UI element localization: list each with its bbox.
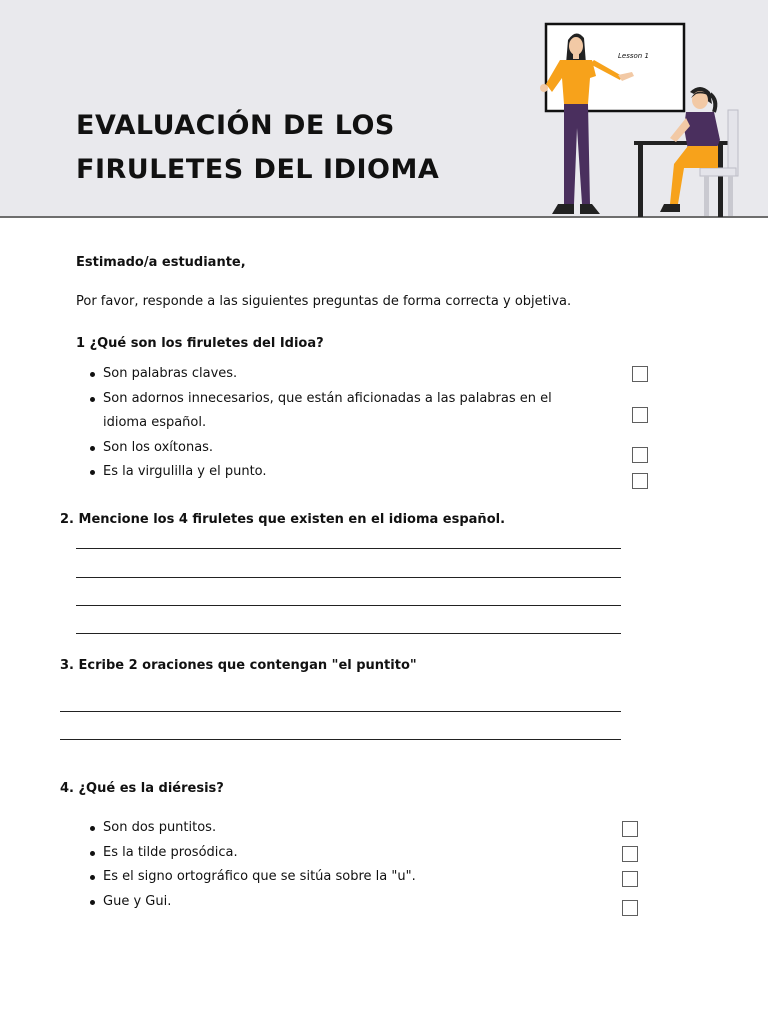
greeting: Estimado/a estudiante,	[76, 255, 246, 270]
whiteboard-text: Lesson 1	[618, 52, 649, 60]
q4-option-4-checkbox[interactable]	[622, 900, 638, 916]
question-4: 4. ¿Qué es la diéresis?	[60, 781, 224, 796]
answer-line[interactable]	[60, 739, 621, 740]
question-4-options	[90, 816, 570, 914]
list-item: Es el signo ortográfico que se sitúa sobre la "u".	[90, 865, 570, 890]
answer-line[interactable]	[76, 633, 621, 634]
list-item: Gue y Gui.	[90, 890, 570, 915]
q1-option-4-checkbox[interactable]	[632, 473, 648, 489]
q4-option-1-checkbox[interactable]	[622, 821, 638, 837]
q1-option-3-checkbox[interactable]	[632, 447, 648, 463]
answer-line[interactable]	[60, 711, 621, 712]
q4-option-3-checkbox[interactable]	[622, 871, 638, 887]
list-item: Son dos puntitos.	[90, 816, 570, 841]
list-item: Es la virgulilla y el punto.	[90, 460, 570, 485]
question-1-options	[90, 362, 570, 485]
instructions: Por favor, responde a las siguientes preguntas de forma correcta y objetiva.	[76, 294, 572, 309]
q1-option-2-checkbox[interactable]	[632, 407, 648, 423]
classroom-illustration	[530, 18, 760, 218]
question-1: 1 ¿Qué son los firuletes del Idioa?	[76, 336, 324, 351]
list-item: Son palabras claves.	[90, 362, 570, 387]
page-title: EVALUACIÓN DE LOS FIRULETES DEL IDIOMA	[76, 110, 440, 185]
answer-line[interactable]	[76, 605, 621, 606]
question-2: 2. Mencione los 4 firuletes que existen en el idioma español.	[60, 512, 506, 527]
list-item: Es la tilde prosódica.	[90, 841, 570, 866]
list-item: Son adornos innecesarios, que están aficionadas a las palabras en el idioma español.	[90, 387, 570, 436]
list-item: Son los oxítonas.	[90, 436, 570, 461]
header-banner	[0, 0, 768, 218]
answer-line[interactable]	[76, 548, 621, 549]
q4-option-2-checkbox[interactable]	[622, 846, 638, 862]
q1-option-1-checkbox[interactable]	[632, 366, 648, 382]
answer-line[interactable]	[76, 577, 621, 578]
question-3: 3. Ecribe 2 oraciones que contengan "el puntito"	[60, 658, 417, 673]
